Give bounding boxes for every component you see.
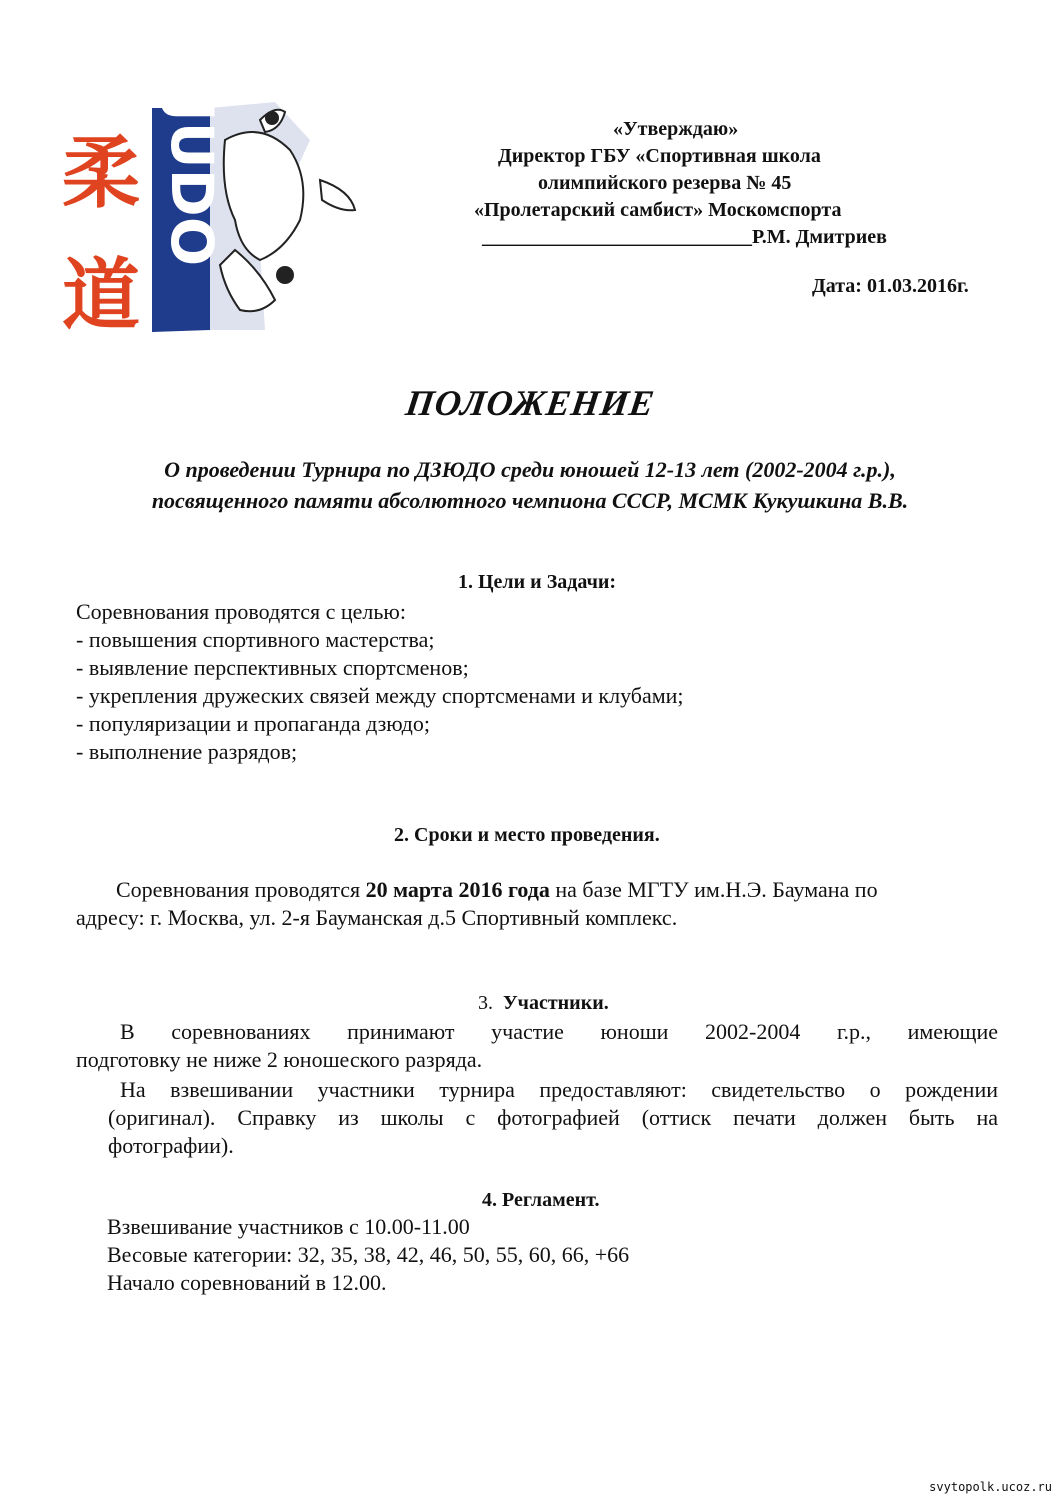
section3-p1-line1: В соревнованиях принимают участие юноши 2002-2004 г.р., имеющие [120, 1019, 998, 1044]
section3-heading [478, 992, 609, 1015]
section2-line-2: адресу: г. Москва, ул. 2-я Бауманская д.5 Спортивный комплекс. [76, 905, 678, 930]
section3-p2-line1: На взвешивании участники турнира предоставляют: свидетельство о рождении [120, 1077, 998, 1102]
section1-line: - выявление перспективных спортсменов; [76, 655, 469, 680]
section2-line-1 [76, 876, 878, 904]
section4-heading: 4. Регламент. [482, 1189, 600, 1211]
subtitle-line-1: О проведении Турнира по ДЗЮДО среди юношей 12-13 лет (2002-2004 г.р.), [164, 457, 896, 482]
logo-kanji-top: 柔 [62, 129, 141, 219]
section3-p1-line2: подготовку не ниже 2 юношеского разряда. [76, 1047, 483, 1072]
section3-p2-line2: (оригинал). Справку из школы с фотографией (оттиск печати должен быть на [108, 1105, 998, 1130]
judo-logo-graphic [60, 100, 360, 350]
document-title: ПОЛОЖЕНИЕ [402, 383, 658, 423]
section2-text-prefix: Соревнования проводятся [116, 877, 366, 902]
section1-line: - укрепления дружеских связей между спортсменами и клубами; [76, 683, 684, 708]
section3-text [76, 1018, 998, 1160]
approval-line-1: «Утверждаю» [613, 118, 739, 140]
watermark: svytopolk.ucoz.ru [929, 1480, 1052, 1494]
approval-line-3: олимпийского резерва № 45 [538, 172, 792, 194]
approval-line-4: «Пролетарский самбист» Москомспорта [474, 199, 842, 221]
section4-list [107, 1213, 629, 1297]
section2-text-suffix: на базе МГТУ им.Н.Э. Баумана по [549, 877, 878, 902]
section4-line: Взвешивание участников с 10.00-11.00 [107, 1214, 470, 1239]
section3-heading-num: 3. [478, 992, 493, 1014]
section2-heading: 2. Сроки и место проведения. [394, 824, 660, 846]
section1-line: Соревнования проводятся с целью: [76, 599, 406, 624]
section1-heading: 1. Цели и Задачи: [458, 571, 617, 593]
judo-logo [60, 100, 360, 350]
signature-line: ___________________________Р.М. Дмитриев [482, 226, 887, 248]
section4-line: Весовые категории: 32, 35, 38, 42, 46, 50, 55, 60, 66, +66 [107, 1242, 630, 1267]
subtitle-line-2: посвященного памяти абсолютного чемпиона СССР, МСМК Кукушкина В.В. [151, 488, 909, 513]
section1-list [76, 598, 684, 766]
section3-heading-text: Участники. [503, 992, 609, 1014]
section2-date: 20 марта 2016 года [365, 877, 550, 902]
document-date: Дата: 01.03.2016г. [812, 275, 969, 297]
section2-text [76, 876, 878, 932]
approval-line-2: Директор ГБУ «Спортивная школа [498, 145, 821, 167]
document-subtitle [40, 454, 1020, 516]
section4-line: Начало соревнований в 12.00. [107, 1270, 387, 1295]
section3-p2-line3: фотографии). [108, 1133, 234, 1158]
section1-line: - выполнение разрядов; [76, 739, 298, 764]
section1-line: - повышения спортивного мастерства; [76, 627, 435, 652]
judo-logo-text: JUDO [158, 100, 226, 267]
section1-line: - популяризации и пропаганда дзюдо; [76, 711, 430, 736]
logo-kanji-bottom: 道 [62, 251, 141, 341]
